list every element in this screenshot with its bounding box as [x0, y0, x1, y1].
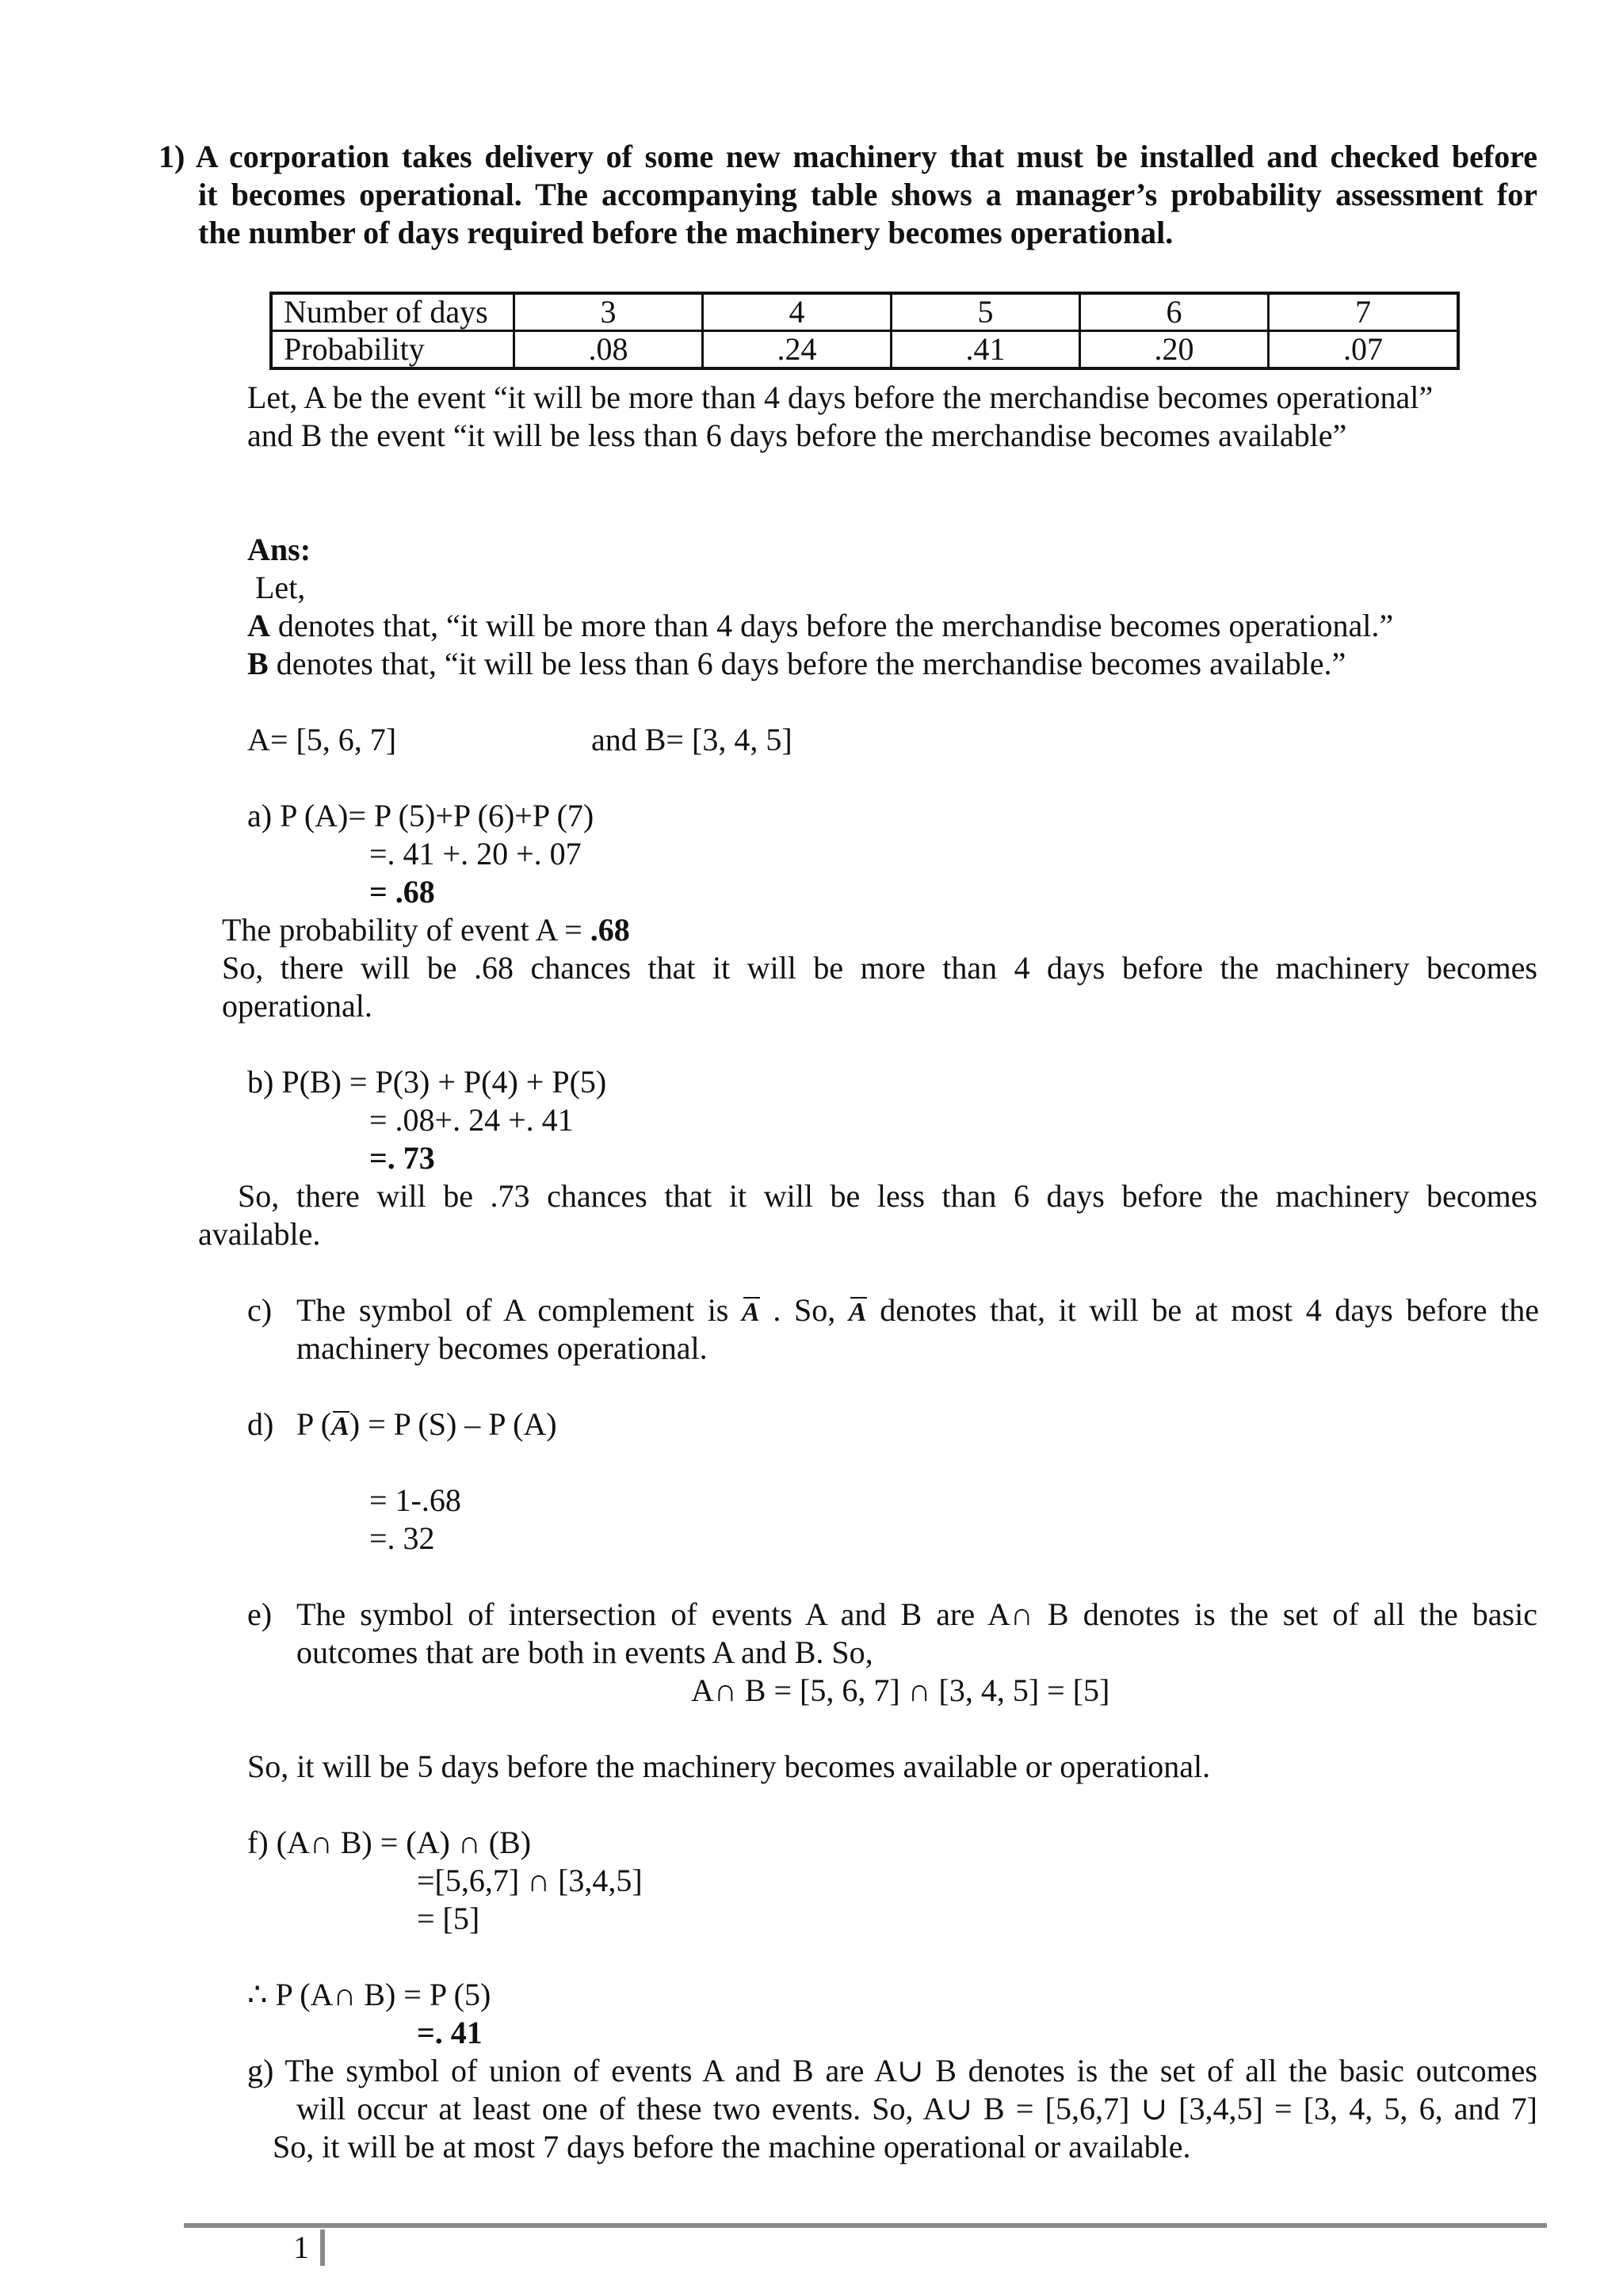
table-row [271, 293, 1458, 331]
part-d-line-1 [296, 1405, 557, 1446]
answer-heading: Ans: [247, 532, 311, 567]
set-b: and B= [3, 4, 5] [591, 722, 792, 757]
part-d-text-2: ) = P (S) – P (A) [349, 1406, 557, 1442]
page-number: 1 [293, 2229, 309, 2265]
part-b-line-2: = .08+. 24 +. 41 [369, 1102, 574, 1138]
table-cell: .24 [703, 331, 892, 369]
part-f-line-1: f) (A∩ B) = (A) ∩ (B) [247, 1825, 532, 1860]
part-d-line-3: =. 32 [369, 1520, 435, 1556]
event-line-1: Let, A be the event “it will be more than 4 days before the merchandise becomes operational” [247, 379, 1434, 415]
part-b-line-3: =. 73 [369, 1140, 435, 1176]
table-row [271, 331, 1458, 369]
part-c-text-1: The symbol of A complement is [296, 1292, 743, 1328]
part-c-label: c) [247, 1292, 273, 1328]
part-a-line-1: a) P (A)= P (5)+P (6)+P (7) [247, 798, 594, 833]
part-f-line-2: =[5,6,7] ∩ [3,4,5] [417, 1863, 643, 1898]
part-f-therefore: ∴ P (A∩ B) = P (5) [247, 1977, 491, 2012]
part-c-line-2: machinery becomes operational. [296, 1330, 708, 1366]
table-cell: .08 [514, 331, 703, 369]
part-d-line-2: = 1-.68 [369, 1482, 461, 1518]
part-g-line-3: So, it will be at most 7 days before the machine operational or available. [273, 2129, 1191, 2164]
part-e-line-1: The symbol of intersection of events A and B are A∩ B denotes is the set of all the basic [296, 1596, 1537, 1632]
part-g-line-2: will occur at least one of these two events. So, A∪ B = [5,6,7] ∪ [3,4,5] = [3, 4, 5, 6, and 7] [296, 2091, 1537, 2126]
part-b-so-line-1: So, there will be .73 chances that it will be less than 6 days before the machinery becomes [238, 1178, 1537, 1214]
event-a-text: denotes that, “it will be more than 4 days before the merchandise becomes operational.” [269, 608, 1394, 643]
part-g-line-1: g) The symbol of union of events A and B are A∪ B denotes is the set of all the basic outcomes [247, 2053, 1537, 2088]
event-a-label: A [247, 608, 270, 643]
part-a-prob-value: .68 [590, 912, 630, 948]
footer-page-marker [320, 2229, 325, 2266]
question-line-2: it becomes operational. The accompanying table shows a manager’s probability assessment for [198, 177, 1537, 212]
table-cell: .07 [1269, 331, 1459, 369]
table-cell: 3 [514, 293, 703, 331]
part-a-so-line-2: operational. [222, 988, 372, 1024]
part-d-label: d) [247, 1406, 274, 1442]
table-row-header: Probability [271, 331, 514, 369]
part-a-prob-text: The probability of event A = [222, 912, 590, 948]
question-line-1: 1) A corporation takes delivery of some new machinery that must be installed and checked before [158, 139, 1537, 174]
event-line-2: and B the event “it will be less than 6 days before the merchandise becomes available” [247, 418, 1347, 453]
answer-a-definition [247, 607, 1393, 645]
part-e-line-2: outcomes that are both in events A and B. So, [296, 1634, 873, 1670]
table-cell: 6 [1080, 293, 1269, 331]
a-complement-symbol: A [849, 1294, 867, 1332]
probability-table [269, 292, 1460, 370]
part-c-line-1 [296, 1291, 1539, 1332]
part-b-so-line-2: available. [198, 1216, 321, 1252]
part-f-line-3: = [5] [417, 1901, 480, 1936]
part-a-probability [222, 911, 630, 949]
part-b-line-1: b) P(B) = P(3) + P(4) + P(5) [247, 1064, 607, 1100]
table-cell: 5 [892, 293, 1080, 331]
part-c-text-3: denotes that, it will be at most 4 days before the [866, 1292, 1540, 1328]
part-c-text-2: . So, [759, 1292, 849, 1328]
part-f-result: =. 41 [417, 2015, 483, 2050]
part-a-line-3: = .68 [369, 874, 435, 910]
a-complement-symbol: A [331, 1408, 349, 1446]
part-e-conclusion: So, it will be 5 days before the machinery becomes available or operational. [247, 1749, 1211, 1784]
table-cell: .20 [1080, 331, 1269, 369]
table-row-header: Number of days [271, 293, 514, 331]
set-a: A= [5, 6, 7] [247, 722, 397, 757]
part-a-line-2: =. 41 +. 20 +. 07 [369, 836, 582, 871]
part-a-so-line-1: So, there will be .68 chances that it will be more than 4 days before the machinery becomes [222, 950, 1537, 986]
answer-let: Let, [255, 570, 306, 605]
part-e-label: e) [247, 1596, 273, 1632]
footer-divider [184, 2223, 1547, 2228]
question-line-3: the number of days required before the machinery becomes operational. [198, 215, 1174, 250]
table-cell: .41 [892, 331, 1080, 369]
answer-b-definition [247, 645, 1346, 683]
event-b-text: denotes that, “it will be less than 6 days before the merchandise becomes available.” [268, 646, 1346, 681]
table-cell: 4 [703, 293, 892, 331]
part-d-text-1: P ( [296, 1406, 332, 1442]
a-complement-symbol: A [742, 1294, 760, 1332]
part-e-line-3: A∩ B = [5, 6, 7] ∩ [3, 4, 5] = [5] [691, 1672, 1110, 1708]
table-cell: 7 [1269, 293, 1459, 331]
event-b-label: B [247, 646, 269, 681]
